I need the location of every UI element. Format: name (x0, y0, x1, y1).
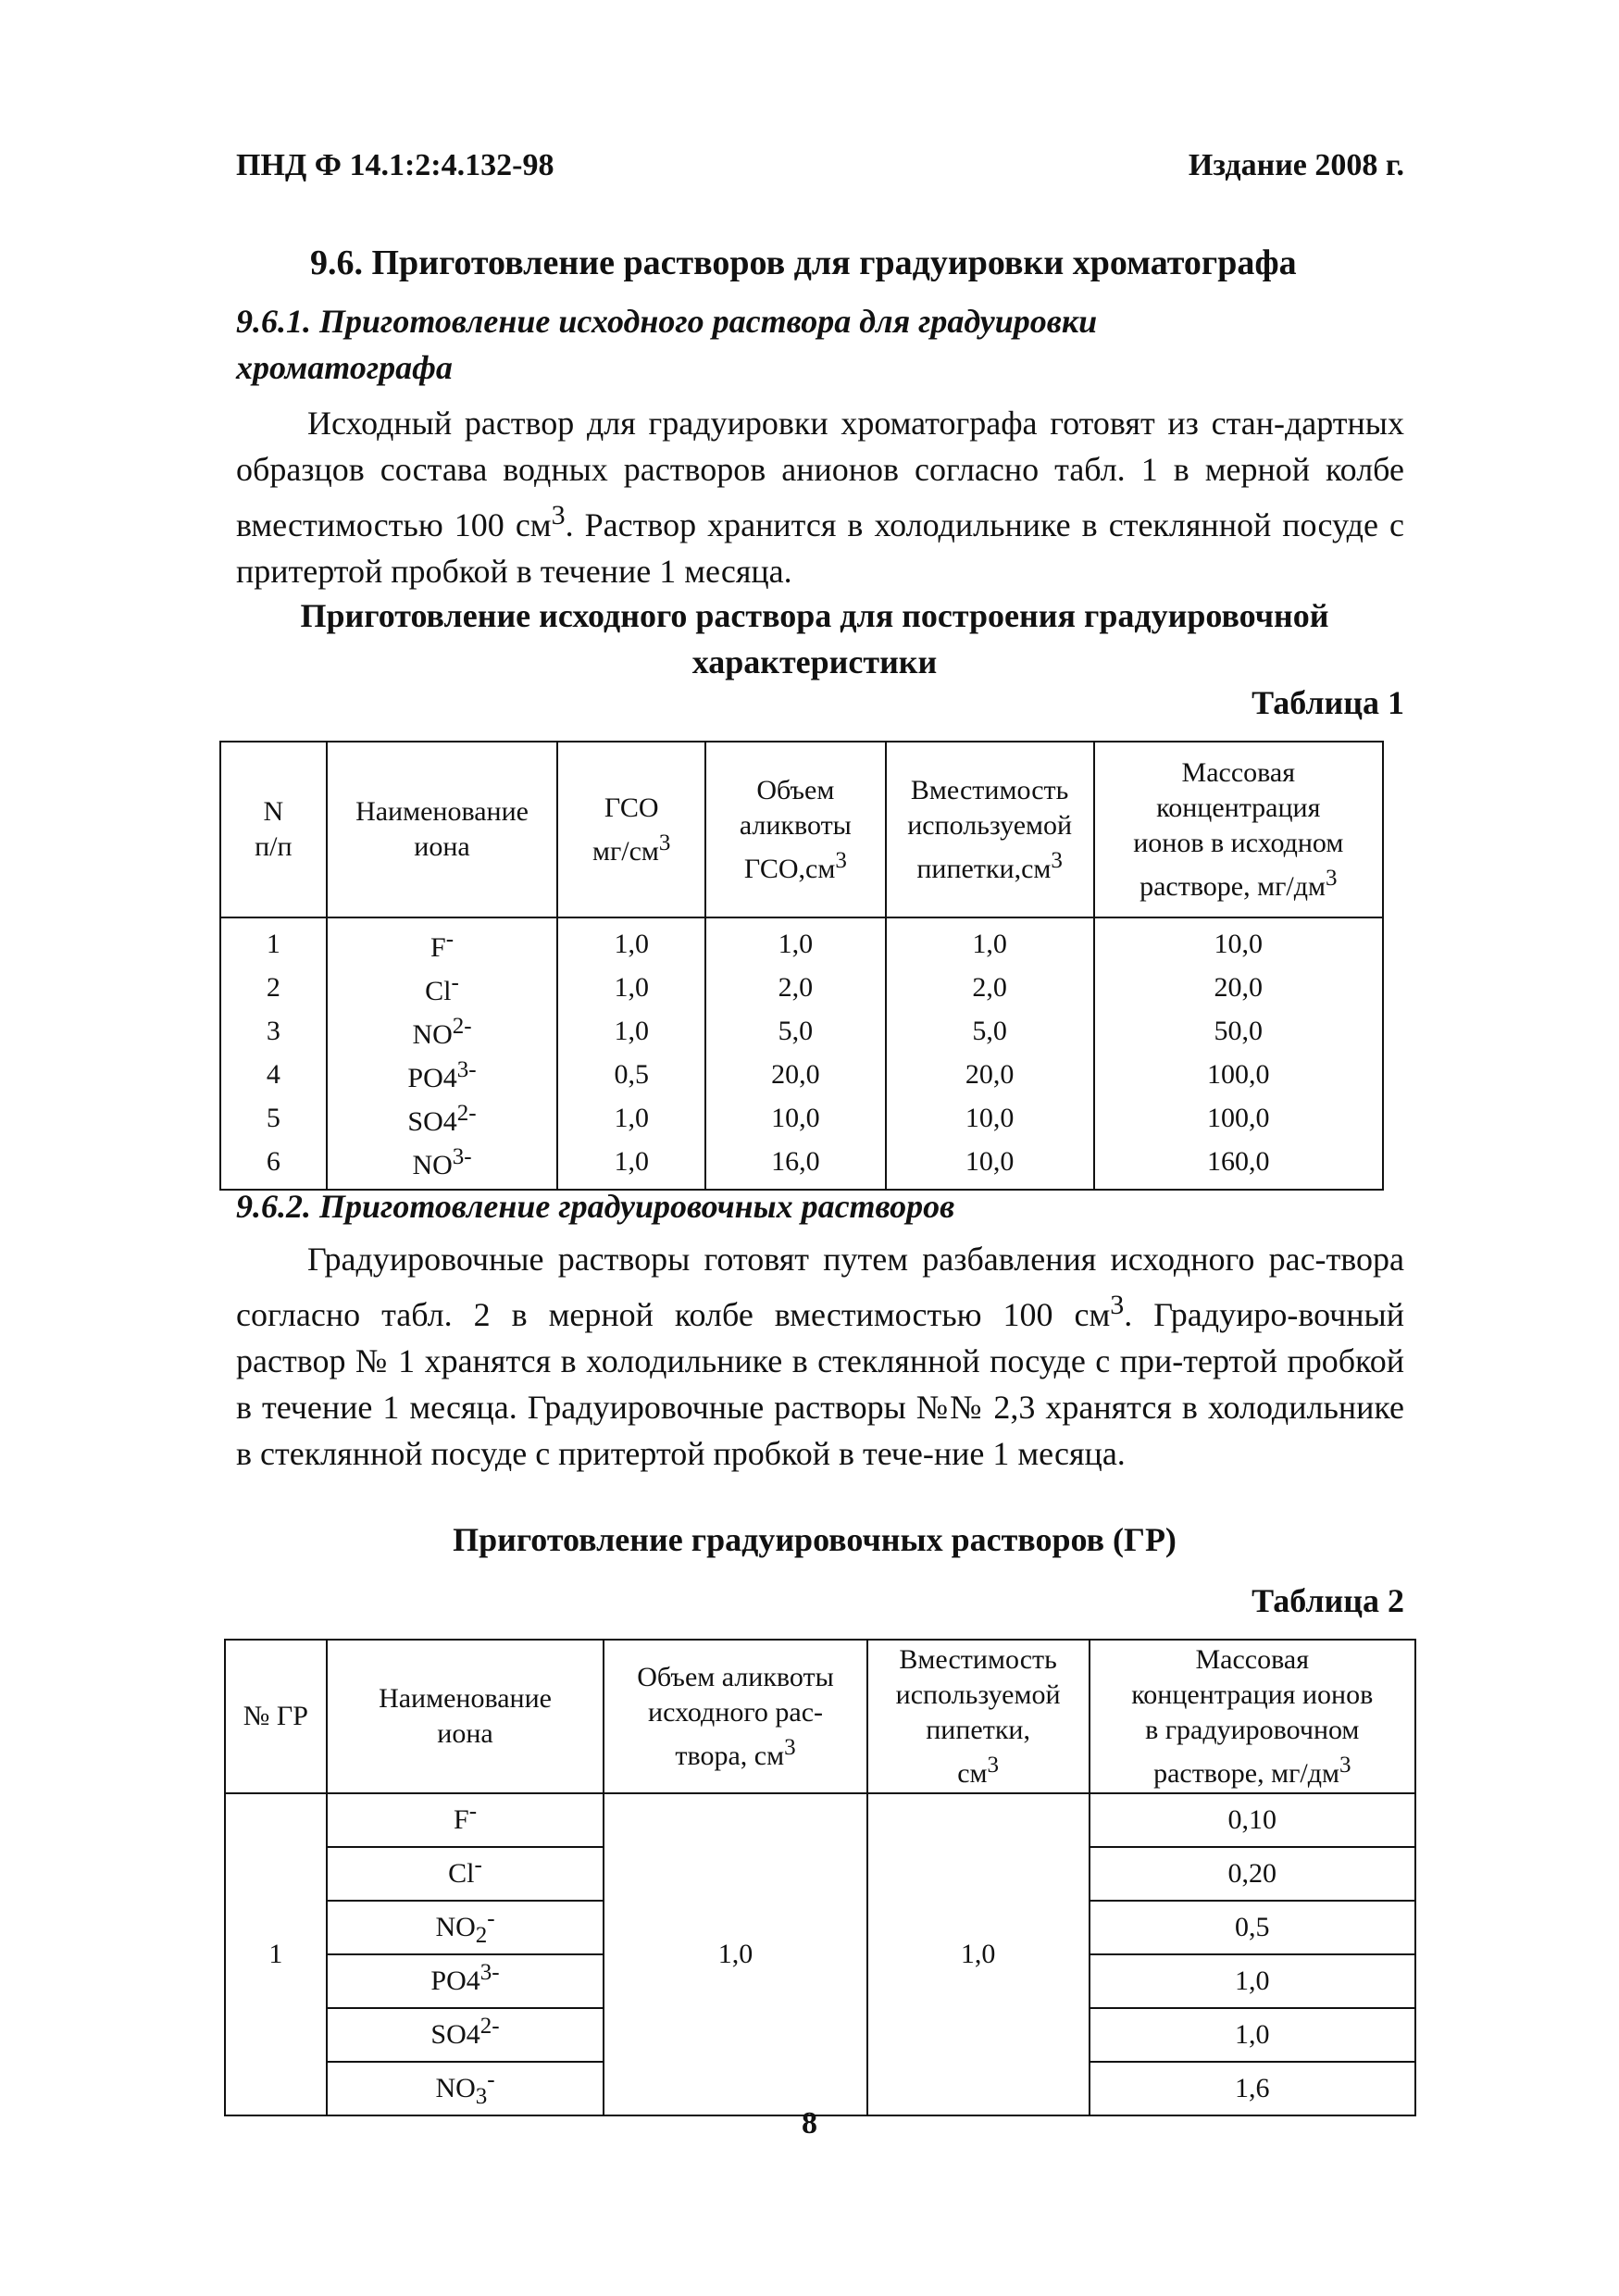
section-title: 9.6. Приготовление растворов для градуировки хроматографа (310, 243, 1297, 282)
table-2-label: Таблица 2 (1252, 1582, 1404, 1619)
col-header-pipette: Вместимость используемой $пипетки,см^3$ (886, 742, 1094, 917)
subsection-1-title-line2: хроматографа (236, 349, 453, 386)
paragraph-2-text-b: . Градуиро-вочный раствор № 1 хранятся в холодильнике в стеклянной посуде с при-тертой пробкой в течение 1 месяца. Градуировочные растворы №№ 2,3 хранятся в холодильнике в стеклянной посуде с притертой пробкой в тече-ние 1 месяца. (236, 1296, 1404, 1472)
table-1-caption-line1: Приготовление исходного раствора для построения градуировочной (300, 597, 1329, 634)
table-row: 6 $NO^{3-}$ 1,0 16,0 10,0 160,0 (220, 1140, 1383, 1190)
table-row: $SO4^{2-}$ 1,0 (225, 2008, 1415, 2062)
aliquot-cell: 1,0 (604, 1793, 866, 2115)
table-2 (224, 1639, 1416, 2116)
table-2-caption: Приготовление градуировочных растворов (ГР) (453, 1521, 1177, 1558)
table-1 (219, 741, 1384, 1192)
table-row: 2 Cl- 1,0 2,0 2,0 20,0 (220, 966, 1383, 1009)
col-header-gr-number: № ГР (225, 1640, 327, 1793)
table-1-header-row (220, 742, 1383, 917)
subsection-1-title-line1: 9.6.1. Приготовление исходного раствора для градуировки (236, 303, 1098, 340)
paragraph-2-text-a: Градуировочные растворы готовят путем разбавления исходного рас-твора согласно табл. 2 в мерной колбе вместимостью 100 см (236, 1241, 1404, 1333)
table-2-header-row (225, 1640, 1415, 1793)
col-header-number: N п/п (220, 742, 327, 917)
document-id: ПНД Ф 14.1:2:4.132-98 (236, 148, 554, 182)
table-row: 3 $NO^{2-}$ 1,0 5,0 5,0 50,0 (220, 1009, 1383, 1053)
table-row: 1 F- 1,0 1,0 1,0 10,0 (220, 917, 1383, 966)
subsection-2-title: 9.6.2. Приготовление градуировочных растворов (236, 1188, 955, 1225)
paragraph-2-sup: 3 (1110, 1290, 1125, 1320)
col-header-ion: Наименование иона (327, 1640, 604, 1793)
col-header-concentration: Массовая концентрация ионов в исходном растворе, $мг/дм^3$ (1094, 742, 1383, 917)
table-row: $PO4^{3-}$ 1,0 (225, 1954, 1415, 2008)
table-row: 4 $PO4^{3-}$ 0,5 20,0 20,0 100,0 (220, 1053, 1383, 1096)
subsection-1-paragraph (236, 400, 1404, 594)
table-row: $NO_2^-$ 0,5 (225, 1901, 1415, 1954)
paragraph-1-text-a: Исходный раствор для градуировки хроматографа готовят из стан-дартных образцов состава водных растворов анионов согласно табл. 1 в мерной колбе вместимостью 100 см (236, 405, 1404, 543)
table-row: Cl- 0,20 (225, 1847, 1415, 1901)
table-1-label: Таблица 1 (1252, 684, 1404, 721)
col-header-pipette: Вместимость используемой пипетки, $см^3$ (867, 1640, 1090, 1793)
pipette-cell: 1,0 (867, 1793, 1090, 2115)
col-header-ion: Наименование иона (327, 742, 558, 917)
table-1-caption-line2: характеристики (691, 643, 938, 680)
col-header-aliquot: Объем аликвоты $ГСО,см^3$ (705, 742, 886, 917)
subsection-2-paragraph (236, 1236, 1404, 1477)
page-number: 8 (802, 2106, 817, 2140)
edition-label: Издание 2008 г. (1188, 148, 1404, 182)
table-1-caption (167, 593, 1463, 685)
table-row: 1 F- 1,0 1,0 0,10 (225, 1793, 1415, 1847)
paragraph-1-text-b: . Раствор хранится в холодильнике в стеклянной посуде с притертой пробкой в течение 1 месяца. (236, 506, 1405, 590)
table-row: $NO_3^-$ 1,6 (225, 2062, 1415, 2115)
col-header-gso: ГСО $мг/см^3$ (557, 742, 705, 917)
paragraph-1-sup: 3 (551, 500, 566, 530)
subsection-1-title (236, 298, 1439, 391)
table-row: 5 $SO4^{2-}$ 1,0 10,0 10,0 100,0 (220, 1096, 1383, 1140)
col-header-aliquot: Объем аликвоты исходного рас- твора, $см^3$ (604, 1640, 866, 1793)
col-header-concentration: Массовая концентрация ионов в градуировочном растворе, $мг/дм^3$ (1090, 1640, 1415, 1793)
gr-number-cell: 1 (225, 1793, 327, 2115)
